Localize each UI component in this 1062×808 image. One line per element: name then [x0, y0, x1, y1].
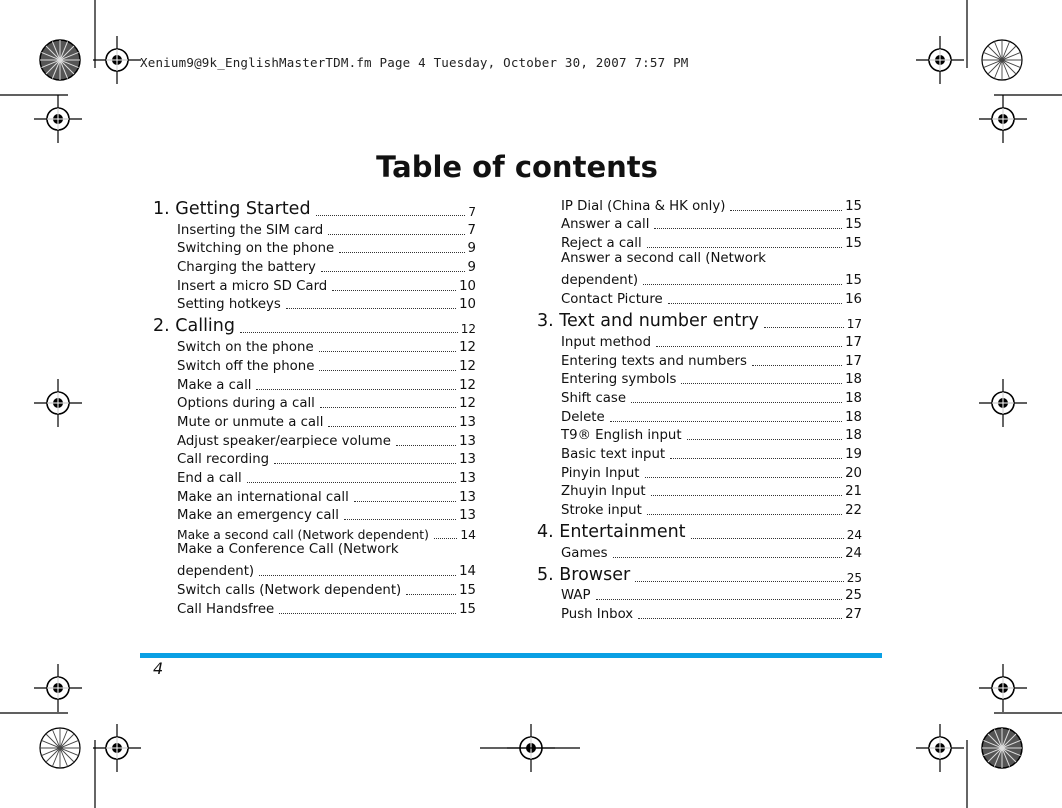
page-ref: 24: [846, 528, 862, 542]
toc-item[interactable]: T9® English input 18: [537, 425, 862, 444]
toc-item[interactable]: Options during a call 12: [153, 393, 476, 412]
toc-section-2[interactable]: 2. Calling 12: [153, 316, 476, 337]
toc-item[interactable]: Zhuyin Input 21: [537, 481, 862, 500]
toc-item[interactable]: End a call 13: [153, 467, 476, 486]
toc-item-wrapped-line[interactable]: Answer a second call (Network: [561, 251, 767, 267]
toc-item[interactable]: Switch calls (Network dependent) 15: [153, 579, 476, 598]
page-ref: 7: [468, 205, 476, 219]
toc-item[interactable]: Mute or unmute a call 13: [153, 411, 476, 430]
toc-item[interactable]: Basic text input 19: [537, 443, 862, 462]
toc-item[interactable]: Inserting the SIM card 7: [153, 219, 476, 238]
leader-dots: [764, 310, 844, 329]
toc-item[interactable]: Switch off the phone 12: [153, 355, 476, 374]
toc-section-4[interactable]: 4. Entertainment 24: [537, 522, 862, 542]
toc-item[interactable]: dependent) 15: [537, 270, 862, 289]
toc-item[interactable]: Make an international call 13: [153, 486, 476, 505]
toc-item[interactable]: Make a second call (Network dependent) 14: [153, 523, 476, 542]
toc-right-column: [537, 195, 862, 622]
toc-item[interactable]: Make a call 12: [153, 374, 476, 393]
print-header-line: Xenium9@9k_EnglishMasterTDM.fm Page 4 Tuesday, October 30, 2007 7:57 PM: [140, 55, 689, 70]
toc-item[interactable]: Insert a micro SD Card 10: [153, 275, 476, 294]
toc-item[interactable]: Stroke input 22: [537, 499, 862, 518]
toc-item[interactable]: Delete 18: [537, 406, 862, 425]
toc-item[interactable]: Switching on the phone 9: [153, 238, 476, 257]
toc-item[interactable]: Entering symbols 18: [537, 369, 862, 388]
toc-item[interactable]: Games 24: [537, 542, 862, 561]
toc-item[interactable]: Push Inbox 27: [537, 603, 862, 622]
page-title: Table of contents: [376, 150, 658, 184]
page-ref: 17: [846, 317, 862, 332]
leader-dots: [635, 563, 844, 582]
toc-item[interactable]: IP Dial (China & HK only) 15: [537, 195, 862, 214]
toc-item[interactable]: dependent) 14: [153, 561, 476, 580]
toc-item-wrapped-line[interactable]: Make a Conference Call (Network: [177, 542, 399, 557]
toc-item[interactable]: Adjust speaker/earpiece volume 13: [153, 430, 476, 449]
toc-item[interactable]: Reject a call 15: [537, 232, 862, 251]
toc-item[interactable]: Pinyin Input 20: [537, 462, 862, 481]
toc-section-5[interactable]: 5. Browser 25: [537, 564, 862, 585]
toc-item[interactable]: Entering texts and numbers 17: [537, 350, 862, 369]
toc-item[interactable]: Setting hotkeys 10: [153, 294, 476, 313]
footer-accent-bar: [140, 653, 882, 658]
leader-dots: [240, 315, 458, 334]
toc-section-3[interactable]: 3. Text and number entry 17: [537, 311, 862, 332]
toc-item[interactable]: Make an emergency call 13: [153, 505, 476, 524]
page-ref: 12: [460, 322, 476, 337]
toc-left-column: [153, 195, 476, 617]
toc-item[interactable]: Shift case 18: [537, 387, 862, 406]
leader-dots: [691, 521, 844, 540]
toc-item[interactable]: Switch on the phone 12: [153, 336, 476, 355]
page-ref: 25: [846, 570, 862, 585]
toc-item[interactable]: Call Handsfree 15: [153, 598, 476, 617]
toc-section-1[interactable]: 1. Getting Started 7: [153, 199, 476, 219]
leader-dots: [316, 198, 466, 217]
toc-item[interactable]: Input method 17: [537, 331, 862, 350]
page-number: 4: [153, 659, 164, 678]
toc-item[interactable]: Contact Picture 16: [537, 288, 862, 307]
toc-item[interactable]: WAP 25: [537, 585, 862, 604]
toc-item[interactable]: Answer a call 15: [537, 214, 862, 233]
toc-item[interactable]: Charging the battery 9: [153, 256, 476, 275]
toc-item[interactable]: Call recording 13: [153, 449, 476, 468]
